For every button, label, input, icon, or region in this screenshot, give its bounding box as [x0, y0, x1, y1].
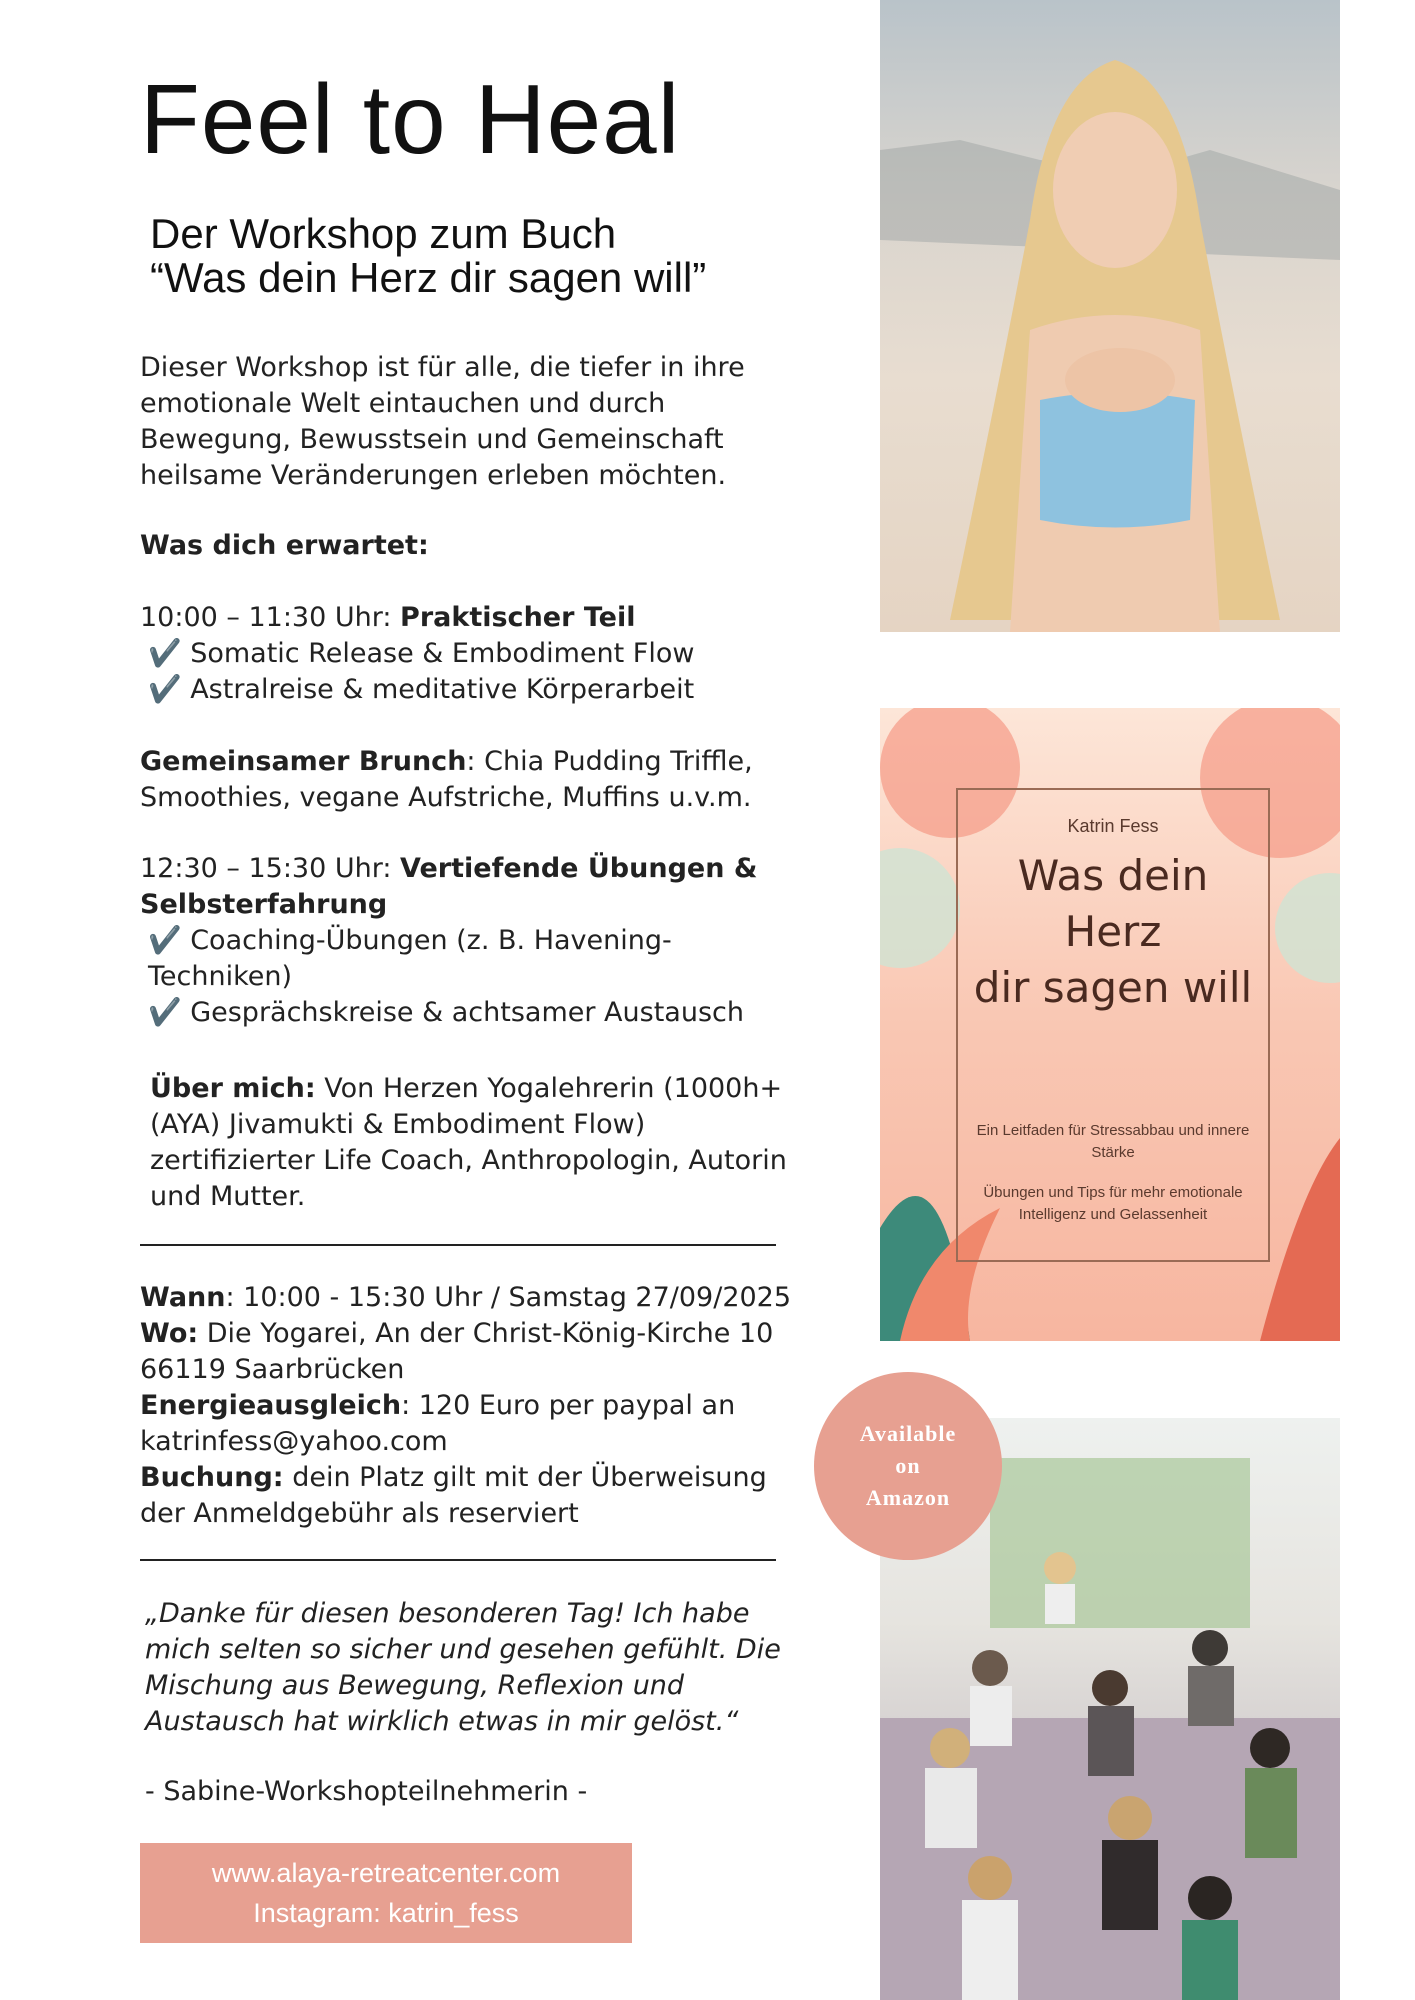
about-section [150, 1071, 790, 1215]
booking-label: Buchung: [140, 1462, 284, 1493]
brunch-text: : Chia Pudding Triffle, Smoothies, vegane Aufstriche, Muffins u.v.m. [140, 746, 753, 813]
about-text: Von Herzen Yogalehrerin (1000h+ (AYA) Jivamukti & Embodiment Flow) zertifizierter Life Coach, Anthropologin, Autorin und Mutter. [150, 1073, 787, 1212]
book-title-line: dir sagen will [973, 963, 1253, 1012]
book-title-line: Herz [1064, 907, 1162, 956]
book-cover [880, 708, 1340, 1341]
subtitle-line-2: “Was dein Herz dir sagen will” [150, 254, 707, 301]
book-subtitle-1: Ein Leitfaden für Stressabbau und innere Stärke [976, 1122, 1250, 1161]
part2-item: ✔️ Gesprächskreise & achtsamer Austausch [148, 997, 744, 1028]
portrait-illustration [880, 0, 1340, 632]
badge-line: Amazon [865, 1485, 951, 1510]
intro-paragraph: Dieser Workshop ist für alle, die tiefer in ihre emotionale Welt eintauchen und durch Bewegung, Bewusstsein und Gemeinschaft heilsame Veränderungen erleben möchten. [140, 352, 745, 491]
instagram-handle[interactable]: Instagram: katrin_fess [253, 1898, 519, 1928]
schedule-part-1 [140, 600, 800, 708]
divider [140, 1559, 776, 1561]
page-title: Feel to Heal [140, 64, 681, 174]
contact-box [140, 1843, 632, 1943]
divider [140, 1244, 776, 1246]
book-title-frame [956, 788, 1270, 1262]
event-info [140, 1280, 800, 1532]
testimonial-signature: - Sabine-Workshopteilnehmerin - [145, 1776, 588, 1807]
book-author: Katrin Fess [1067, 816, 1159, 836]
testimonial-quote: „Danke für diesen besonderen Tag! Ich habe mich selten so sicher und gesehen gefühlt. Die Mischung aus Bewegung, Reflexion und Austausch hat wirklich etwas in mir gelöst.“ [145, 1598, 781, 1737]
price-label: Energieausgleich [140, 1390, 402, 1421]
when-label: Wann [140, 1282, 226, 1313]
part1-label: Praktischer Teil [400, 602, 636, 633]
when-text: : 10:00 - 15:30 Uhr / Samstag 27/09/2025 [225, 1282, 792, 1313]
part1-item: ✔️ Astralreise & meditative Körperarbeit [148, 674, 695, 705]
part1-time: 10:00 – 11:30 Uhr: [140, 602, 401, 633]
book-title [958, 848, 1268, 1016]
part2-time: 12:30 – 15:30 Uhr: [140, 853, 401, 884]
where-text: Die Yogarei, An der Christ-König-Kirche 10 66119 Saarbrücken [140, 1318, 774, 1385]
price-text: : 120 Euro per paypal an katrinfess@yahoo.com [140, 1390, 736, 1457]
brunch-label: Gemeinsamer Brunch [140, 746, 467, 777]
book-title-line: Was dein [1017, 851, 1209, 900]
where-label: Wo: [140, 1318, 199, 1349]
badge-line: on [895, 1453, 921, 1478]
schedule-part-2 [140, 851, 800, 1031]
brunch-section [140, 744, 790, 816]
badge-line: Available [859, 1421, 957, 1446]
book-subtitle-2: Übungen und Tips für mehr emotionale Intelligenz und Gelassenheit [983, 1184, 1243, 1223]
website-link[interactable]: www.alaya-retreatcenter.com [211, 1858, 561, 1888]
part1-item: ✔️ Somatic Release & Embodiment Flow [148, 638, 695, 669]
subtitle-line-1: Der Workshop zum Buch [150, 210, 617, 257]
part2-item: ✔️ Coaching-Übungen (z. B. Havening-Techniken) [148, 925, 672, 992]
portrait-photo [880, 0, 1340, 632]
part2-label: Vertiefende Übungen & Selbsterfahrung [140, 853, 758, 920]
booking-text: dein Platz gilt mit der Überweisung der Anmeldgebühr als reserviert [140, 1462, 767, 1529]
about-label: Über mich: [150, 1073, 316, 1104]
amazon-badge[interactable] [814, 1372, 1002, 1560]
page-subtitle [150, 212, 706, 300]
expect-heading: Was dich erwartet: [140, 530, 429, 561]
